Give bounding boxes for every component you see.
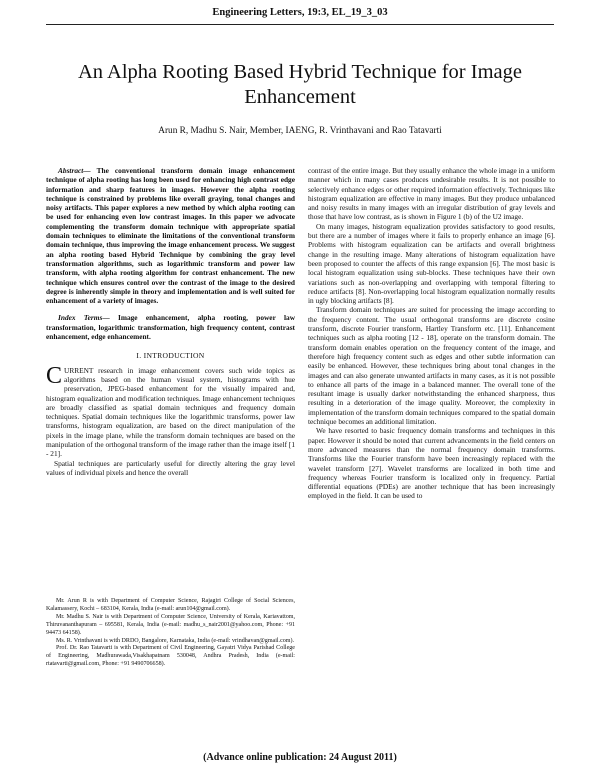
author-list: Arun R, Madhu S. Nair, Member, IAENG, R. Vrinthavani and Rao Tatavarti bbox=[158, 126, 442, 136]
intro-paragraph-1-text: URRENT research in image enhancement covers such wide topics as algorithms based on the human visual system, histograms with hue preservation, JPEG-based enhancement for the visually impaired and, histogram equalization and modification techniques. Image enhancement techniques are broadly classified as spatial domain techniques and frequency domain techniques. Spatial domain techniques like the logarithmic transforms, power law transforms, histogram equalization, are based on the direct manipulation of the pixels in the image plane, while the transform domain techniques are based on the manipulation of the orthogonal transform of the image rather than the image itself [1 - 21]. bbox=[46, 365, 295, 459]
journal-header: Engineering Letters, 19:3, EL_19_3_03 bbox=[212, 7, 388, 18]
footnote-tatavarti: Prof. Dr. Rao Tatavarti is with Department of Civil Engineering, Gayatri Vidya Parishad College of Engineering, Madhurawada,Visakhapatnam 530048, Andhra Pradesh, India (e-mail: rtatavarti@gmail.com, Phone: +91 9490706658). bbox=[46, 645, 295, 668]
footnote-madhu: Mr. Madhu S. Nair is with Department of Computer Science, University of Kerala, Kariavattom, Thiruvananthapuram – 695581, Kerala, India (e-mail: madhu_s_nair2001@yahoo.com, Phone: +91 94473 64158). bbox=[46, 613, 295, 636]
paper-title: An Alpha Rooting Based Hybrid Technique for Image Enhancement bbox=[78, 61, 522, 108]
drop-cap: C bbox=[46, 362, 63, 389]
publication-footer: (Advance online publication: 24 August 2011) bbox=[203, 752, 397, 763]
footnote-vrinthavani: Ms. R. Vrinthavani is with DRDO, Bangalore, Karnataka, India (e-mail: vrindhavan@gmail.com). bbox=[56, 637, 295, 644]
footnote-arun: Mr. Arun R is with Department of Computer Science, Rajagiri College of Social Sciences, Kalamassery, Kochi – 683104, Kerala, India (e-mail: arun104@gmail.com). bbox=[46, 598, 295, 612]
right-paragraph-1: contrast of the entire image. But they usually enhance the whole image in a uniform manner which in many cases produces undesirable results. It is not possible to selectively enhance edges or other required information effectively. Techniques like histogram equalization are effective in many images. But they produce unbalanced and noisy results in many images with an irregular distribution of gray levels and those that have low contrast, as is shown in Figure 1 (b) of the U2 image. bbox=[308, 166, 555, 222]
abstract-label: Abstract— bbox=[58, 166, 91, 175]
right-paragraph-4: We have resorted to basic frequency domain transforms and techniques in this paper. However it should be noted that current advancements in the field centers on more advanced measures than the normal frequency domain transforms. Transforms like the Fourier transform have been increasingly replaced with the wavelet transform [27]. Wavelet transforms are localized in both time and frequency whereas Fourier transform is localized only in frequency. Partial differential equations (PDEs) are another technique that has been increasingly employed in the field. It can be used to bbox=[308, 426, 555, 501]
right-column bbox=[308, 166, 555, 501]
section-heading-introduction: I. INTRODUCTION bbox=[136, 351, 205, 361]
header-rule bbox=[46, 24, 554, 25]
left-column bbox=[46, 166, 295, 477]
index-terms-text: Image enhancement, alpha rooting, power law transformation, logarithmic transformation, high frequency content, contrast enhancement, edge enhancement. bbox=[46, 313, 295, 342]
right-paragraph-3: Transform domain techniques are suited for processing the image according to the frequency content. The usual orthogonal transforms are discrete cosine transform, discrete Fourier transform, Hartley Transform etc. [11]. Enhancement techniques such as alpha rooting [12 - 18], operate on the transform domain. The transform domain enables operation on the frequency content of the image, and therefore high frequency content such as edges and other subtle information can easily be enhanced. However, these techniques bring about tonal changes in the images and can also generate unwanted artifacts in many cases, as it is not possible to enhance all parts of the image in a balanced manner. The overall tone of the resultant image is usually darker notwithstanding the enhanced sharpness, thus resulting in a deterioration of the image quality. Moreover, the complexity in implementation of the transform domain techniques compared to the spatial domain technique becomes an additional limitation. bbox=[308, 305, 555, 427]
intro-paragraph-1 bbox=[46, 362, 295, 459]
index-terms-label: Index Terms— bbox=[58, 313, 110, 323]
right-paragraph-2: On many images, histogram equalization provides satisfactory to good results, but there are a number of images where it fails to properly enhance an image [6]. Problems with histogram equalization can be artifacts and overall brightness change in the resulting image. Many alterations of histogram equalization have been proposed to counter the affects of this range expansion [6]. The most basic is local histogram equalization using sub-blocks. These techniques have their own variations such as non-overlapping and overlapping with temporal filtering to reduce artifacts [8]. Non-overlapping local histogram equalization normally results in ugly blocking artifacts [8]. bbox=[308, 221, 555, 306]
abstract bbox=[46, 166, 295, 305]
index-terms bbox=[46, 313, 295, 341]
intro-paragraph-2: Spatial techniques are particularly useful for directly altering the gray level values of individual pixels and hence the overall bbox=[46, 458, 295, 477]
author-footnotes bbox=[46, 598, 295, 669]
abstract-text: The conventional transform domain image enhancement technique of alpha rooting has long been used for enhancing high contrast edge information and sharp features in images. However the alpha rooting technique is constrained by problems like overall graying, tonal changes and noisy artifacts. This paper explores a new method by which alpha rooting can be used for enhancing even low contrast images. In this paper we advocate complementing the transform domain technique with appropriate spatial domain techniques to eliminate the limitations of the conventional transform domain technique, thus improving the image enhancement process. We suggest an alpha rooting based Hybrid Technique by combining the gray level transformation algorithms, such as logarithmic transform and power law transform, with alpha rooting algorithm for contrast enhancement. The new technique which ensures control over the contrast of the image to the desired degree is inherently simple in theory and implementation and is well suited for enhancement of a variety of images. bbox=[46, 166, 295, 306]
